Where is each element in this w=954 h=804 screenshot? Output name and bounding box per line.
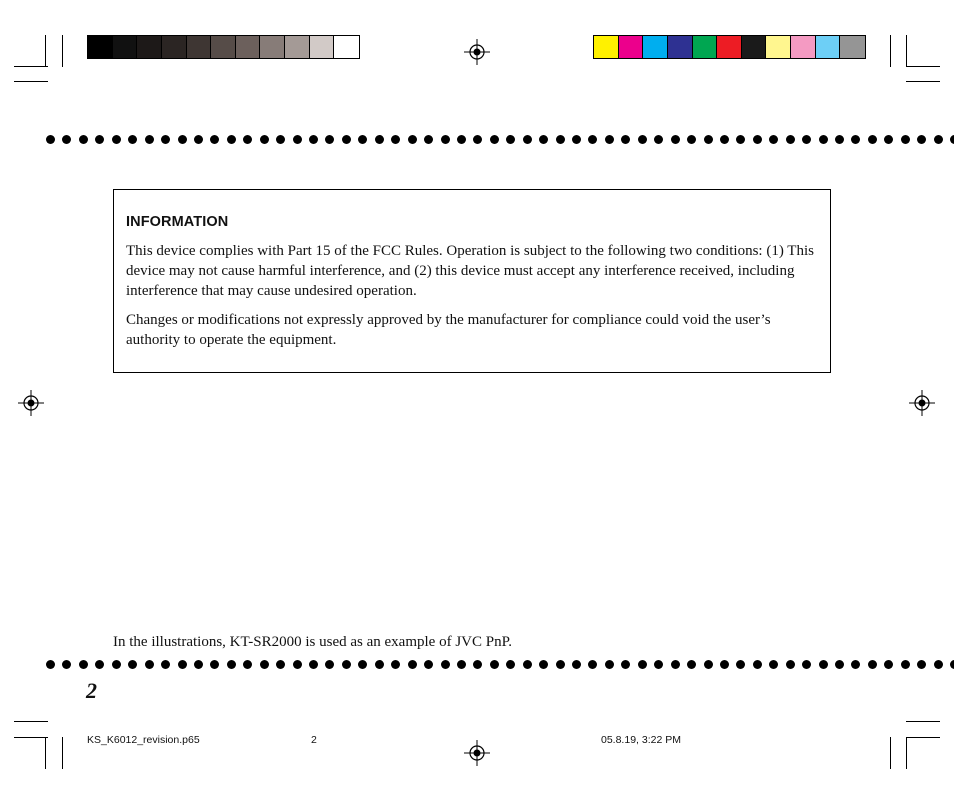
rule-dot — [671, 660, 680, 669]
crop-mark — [906, 81, 940, 82]
color-swatch — [334, 36, 359, 58]
crop-mark — [45, 737, 46, 769]
information-title: INFORMATION — [126, 214, 229, 230]
color-swatch — [285, 36, 310, 58]
rule-dot — [309, 660, 318, 669]
rule-dot — [950, 660, 954, 669]
rule-dot — [46, 660, 55, 669]
crop-mark — [906, 737, 940, 738]
crop-mark — [906, 721, 940, 722]
rule-dot — [720, 660, 729, 669]
rule-dot — [506, 135, 515, 144]
rule-dot — [901, 135, 910, 144]
rule-dot — [441, 135, 450, 144]
crop-mark — [62, 737, 63, 769]
fcc-compliance-paragraph: This device complies with Part 15 of the FCC Rules. Operation is subject to the following two conditions: (1) This device may not cause harmful interference, and (2) this device must accept any interference received, including interference that may cause undesired operation. — [126, 243, 814, 299]
rule-dot — [194, 660, 203, 669]
rule-dot — [128, 135, 137, 144]
rule-dot — [457, 135, 466, 144]
rule-dot — [391, 135, 400, 144]
color-swatch — [236, 36, 261, 58]
rule-dot — [161, 135, 170, 144]
registration-mark-icon — [463, 38, 491, 66]
rule-dot — [161, 660, 170, 669]
rule-dot — [375, 135, 384, 144]
rule-dot — [884, 135, 893, 144]
registration-mark-icon — [908, 389, 936, 417]
crop-mark — [890, 35, 891, 67]
rule-dot — [851, 660, 860, 669]
rule-dot — [704, 135, 713, 144]
rule-dot — [227, 135, 236, 144]
rule-dot — [325, 660, 334, 669]
color-swatch — [211, 36, 236, 58]
rule-dot — [868, 660, 877, 669]
rule-dot — [79, 135, 88, 144]
illustration-caption: In the illustrations, KT-SR2000 is used as an example of JVC PnP. — [113, 634, 513, 650]
rule-dot — [539, 135, 548, 144]
rule-dot — [884, 660, 893, 669]
crop-mark — [906, 35, 907, 67]
color-swatch — [742, 36, 767, 58]
rule-dot — [769, 135, 778, 144]
rule-dot — [112, 660, 121, 669]
modification-warning-paragraph: Changes or modifications not expressly approved by the manufacturer for compliance could void the user’s authority to operate the equipment. — [126, 312, 771, 348]
process-color-bar — [593, 35, 866, 59]
color-swatch — [310, 36, 335, 58]
rule-dot — [408, 135, 417, 144]
crop-mark — [906, 737, 907, 769]
rule-dot — [375, 660, 384, 669]
rule-dot — [424, 660, 433, 669]
rule-dot — [851, 135, 860, 144]
rule-dot — [753, 135, 762, 144]
color-swatch — [162, 36, 187, 58]
rule-dot — [687, 660, 696, 669]
rule-dot — [243, 660, 252, 669]
rule-dot — [901, 660, 910, 669]
registration-mark-icon — [463, 739, 491, 767]
information-box — [113, 189, 831, 373]
slug-timestamp: 05.8.19, 3:22 PM — [601, 734, 681, 746]
grayscale-color-bar — [87, 35, 360, 59]
color-swatch — [619, 36, 644, 58]
rule-dot — [358, 135, 367, 144]
crop-mark — [14, 81, 48, 82]
rule-dot — [128, 660, 137, 669]
rule-dot — [276, 660, 285, 669]
rule-dot — [342, 660, 351, 669]
rule-dot — [671, 135, 680, 144]
slug-filename: KS_K6012_revision.p65 — [87, 734, 200, 746]
rule-dot — [556, 660, 565, 669]
rule-dot — [260, 660, 269, 669]
crop-mark — [14, 66, 48, 67]
rule-dot — [917, 660, 926, 669]
rule-dot — [62, 135, 71, 144]
rule-dot — [654, 135, 663, 144]
rule-dot — [523, 135, 532, 144]
rule-dot — [473, 135, 482, 144]
rule-dot — [868, 135, 877, 144]
color-swatch — [791, 36, 816, 58]
color-swatch — [643, 36, 668, 58]
rule-dot — [736, 660, 745, 669]
rule-dot — [753, 660, 762, 669]
rule-dot — [917, 135, 926, 144]
color-swatch — [137, 36, 162, 58]
rule-dot — [112, 135, 121, 144]
color-swatch — [816, 36, 841, 58]
rule-dot — [227, 660, 236, 669]
color-swatch — [88, 36, 113, 58]
rule-dot — [260, 135, 269, 144]
rule-dot — [424, 135, 433, 144]
crop-mark — [890, 737, 891, 769]
rule-dot — [473, 660, 482, 669]
rule-dot — [490, 135, 499, 144]
rule-dot — [950, 135, 954, 144]
dotted-rule-top — [46, 134, 954, 146]
crop-mark — [62, 35, 63, 67]
rule-dot — [819, 135, 828, 144]
rule-dot — [178, 135, 187, 144]
color-swatch — [113, 36, 138, 58]
rule-dot — [145, 660, 154, 669]
crop-mark — [45, 35, 46, 67]
rule-dot — [704, 660, 713, 669]
rule-dot — [556, 135, 565, 144]
rule-dot — [210, 135, 219, 144]
rule-dot — [769, 660, 778, 669]
rule-dot — [786, 135, 795, 144]
rule-dot — [95, 660, 104, 669]
rule-dot — [654, 660, 663, 669]
rule-dot — [720, 135, 729, 144]
color-swatch — [594, 36, 619, 58]
rule-dot — [523, 660, 532, 669]
rule-dot — [293, 135, 302, 144]
rule-dot — [506, 660, 515, 669]
rule-dot — [802, 135, 811, 144]
rule-dot — [835, 135, 844, 144]
color-swatch — [693, 36, 718, 58]
rule-dot — [145, 135, 154, 144]
registration-mark-icon — [17, 389, 45, 417]
color-swatch — [668, 36, 693, 58]
rule-dot — [358, 660, 367, 669]
rule-dot — [621, 660, 630, 669]
rule-dot — [802, 660, 811, 669]
rule-dot — [62, 660, 71, 669]
crop-mark — [906, 66, 940, 67]
rule-dot — [572, 660, 581, 669]
rule-dot — [391, 660, 400, 669]
rule-dot — [638, 135, 647, 144]
color-swatch — [840, 36, 865, 58]
rule-dot — [276, 135, 285, 144]
rule-dot — [736, 135, 745, 144]
page-number: 2 — [86, 678, 97, 703]
rule-dot — [638, 660, 647, 669]
rule-dot — [457, 660, 466, 669]
rule-dot — [194, 135, 203, 144]
rule-dot — [490, 660, 499, 669]
rule-dot — [835, 660, 844, 669]
rule-dot — [687, 135, 696, 144]
rule-dot — [588, 135, 597, 144]
rule-dot — [46, 135, 55, 144]
rule-dot — [441, 660, 450, 669]
rule-dot — [786, 660, 795, 669]
rule-dot — [178, 660, 187, 669]
rule-dot — [605, 135, 614, 144]
slug-page: 2 — [311, 734, 317, 746]
rule-dot — [210, 660, 219, 669]
rule-dot — [342, 135, 351, 144]
rule-dot — [293, 660, 302, 669]
rule-dot — [243, 135, 252, 144]
color-swatch — [717, 36, 742, 58]
rule-dot — [588, 660, 597, 669]
rule-dot — [539, 660, 548, 669]
color-swatch — [260, 36, 285, 58]
rule-dot — [819, 660, 828, 669]
rule-dot — [934, 660, 943, 669]
rule-dot — [605, 660, 614, 669]
rule-dot — [325, 135, 334, 144]
rule-dot — [572, 135, 581, 144]
rule-dot — [621, 135, 630, 144]
dotted-rule-bottom — [46, 659, 954, 671]
crop-mark — [14, 737, 48, 738]
rule-dot — [79, 660, 88, 669]
color-swatch — [766, 36, 791, 58]
color-swatch — [187, 36, 212, 58]
rule-dot — [309, 135, 318, 144]
rule-dot — [95, 135, 104, 144]
rule-dot — [408, 660, 417, 669]
rule-dot — [934, 135, 943, 144]
crop-mark — [14, 721, 48, 722]
